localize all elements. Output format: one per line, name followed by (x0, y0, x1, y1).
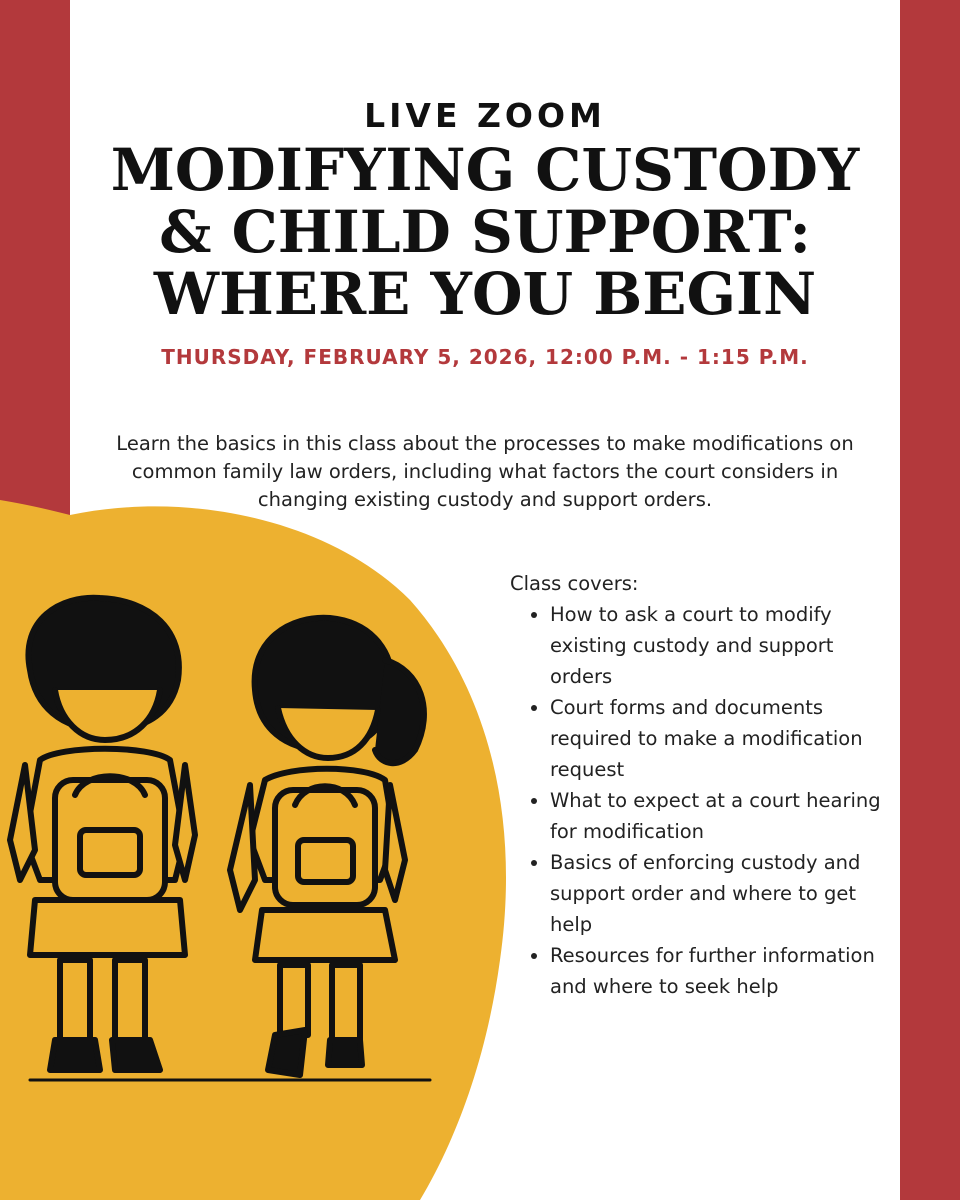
list-item: • How to ask a court to modify existing custody and support orders (550, 599, 890, 692)
list-item: • Basics of enforcing custody and support order and where to get help (550, 847, 890, 940)
list-item: • Resources for further information and where to seek help (550, 940, 890, 1002)
title-line: MODIFYING CUSTODY (110, 136, 860, 204)
list-item: • Court forms and documents required to make a modification request (550, 692, 890, 785)
intro-paragraph: Learn the basics in this class about the processes to make modifications on common family law orders, including what factors the court considers in changing existing custody and support orders. (116, 432, 854, 511)
class-covers-list (510, 599, 890, 1002)
title-line: WHERE YOU BEGIN (153, 260, 817, 328)
list-item: • What to expect at a court hearing for modification (550, 785, 890, 847)
children-with-backpacks-icon (0, 580, 480, 1100)
event-format-label: LIVE ZOOM (364, 96, 606, 135)
class-covers-title: Class covers: (510, 572, 639, 595)
header (70, 96, 900, 369)
class-covers-section (510, 568, 890, 1002)
event-datetime: THURSDAY, FEBRUARY 5, 2026, 12:00 P.M. - 1:15 P.M. (161, 345, 809, 369)
page-title (70, 136, 900, 328)
title-line: & CHILD SUPPORT: (159, 198, 811, 266)
